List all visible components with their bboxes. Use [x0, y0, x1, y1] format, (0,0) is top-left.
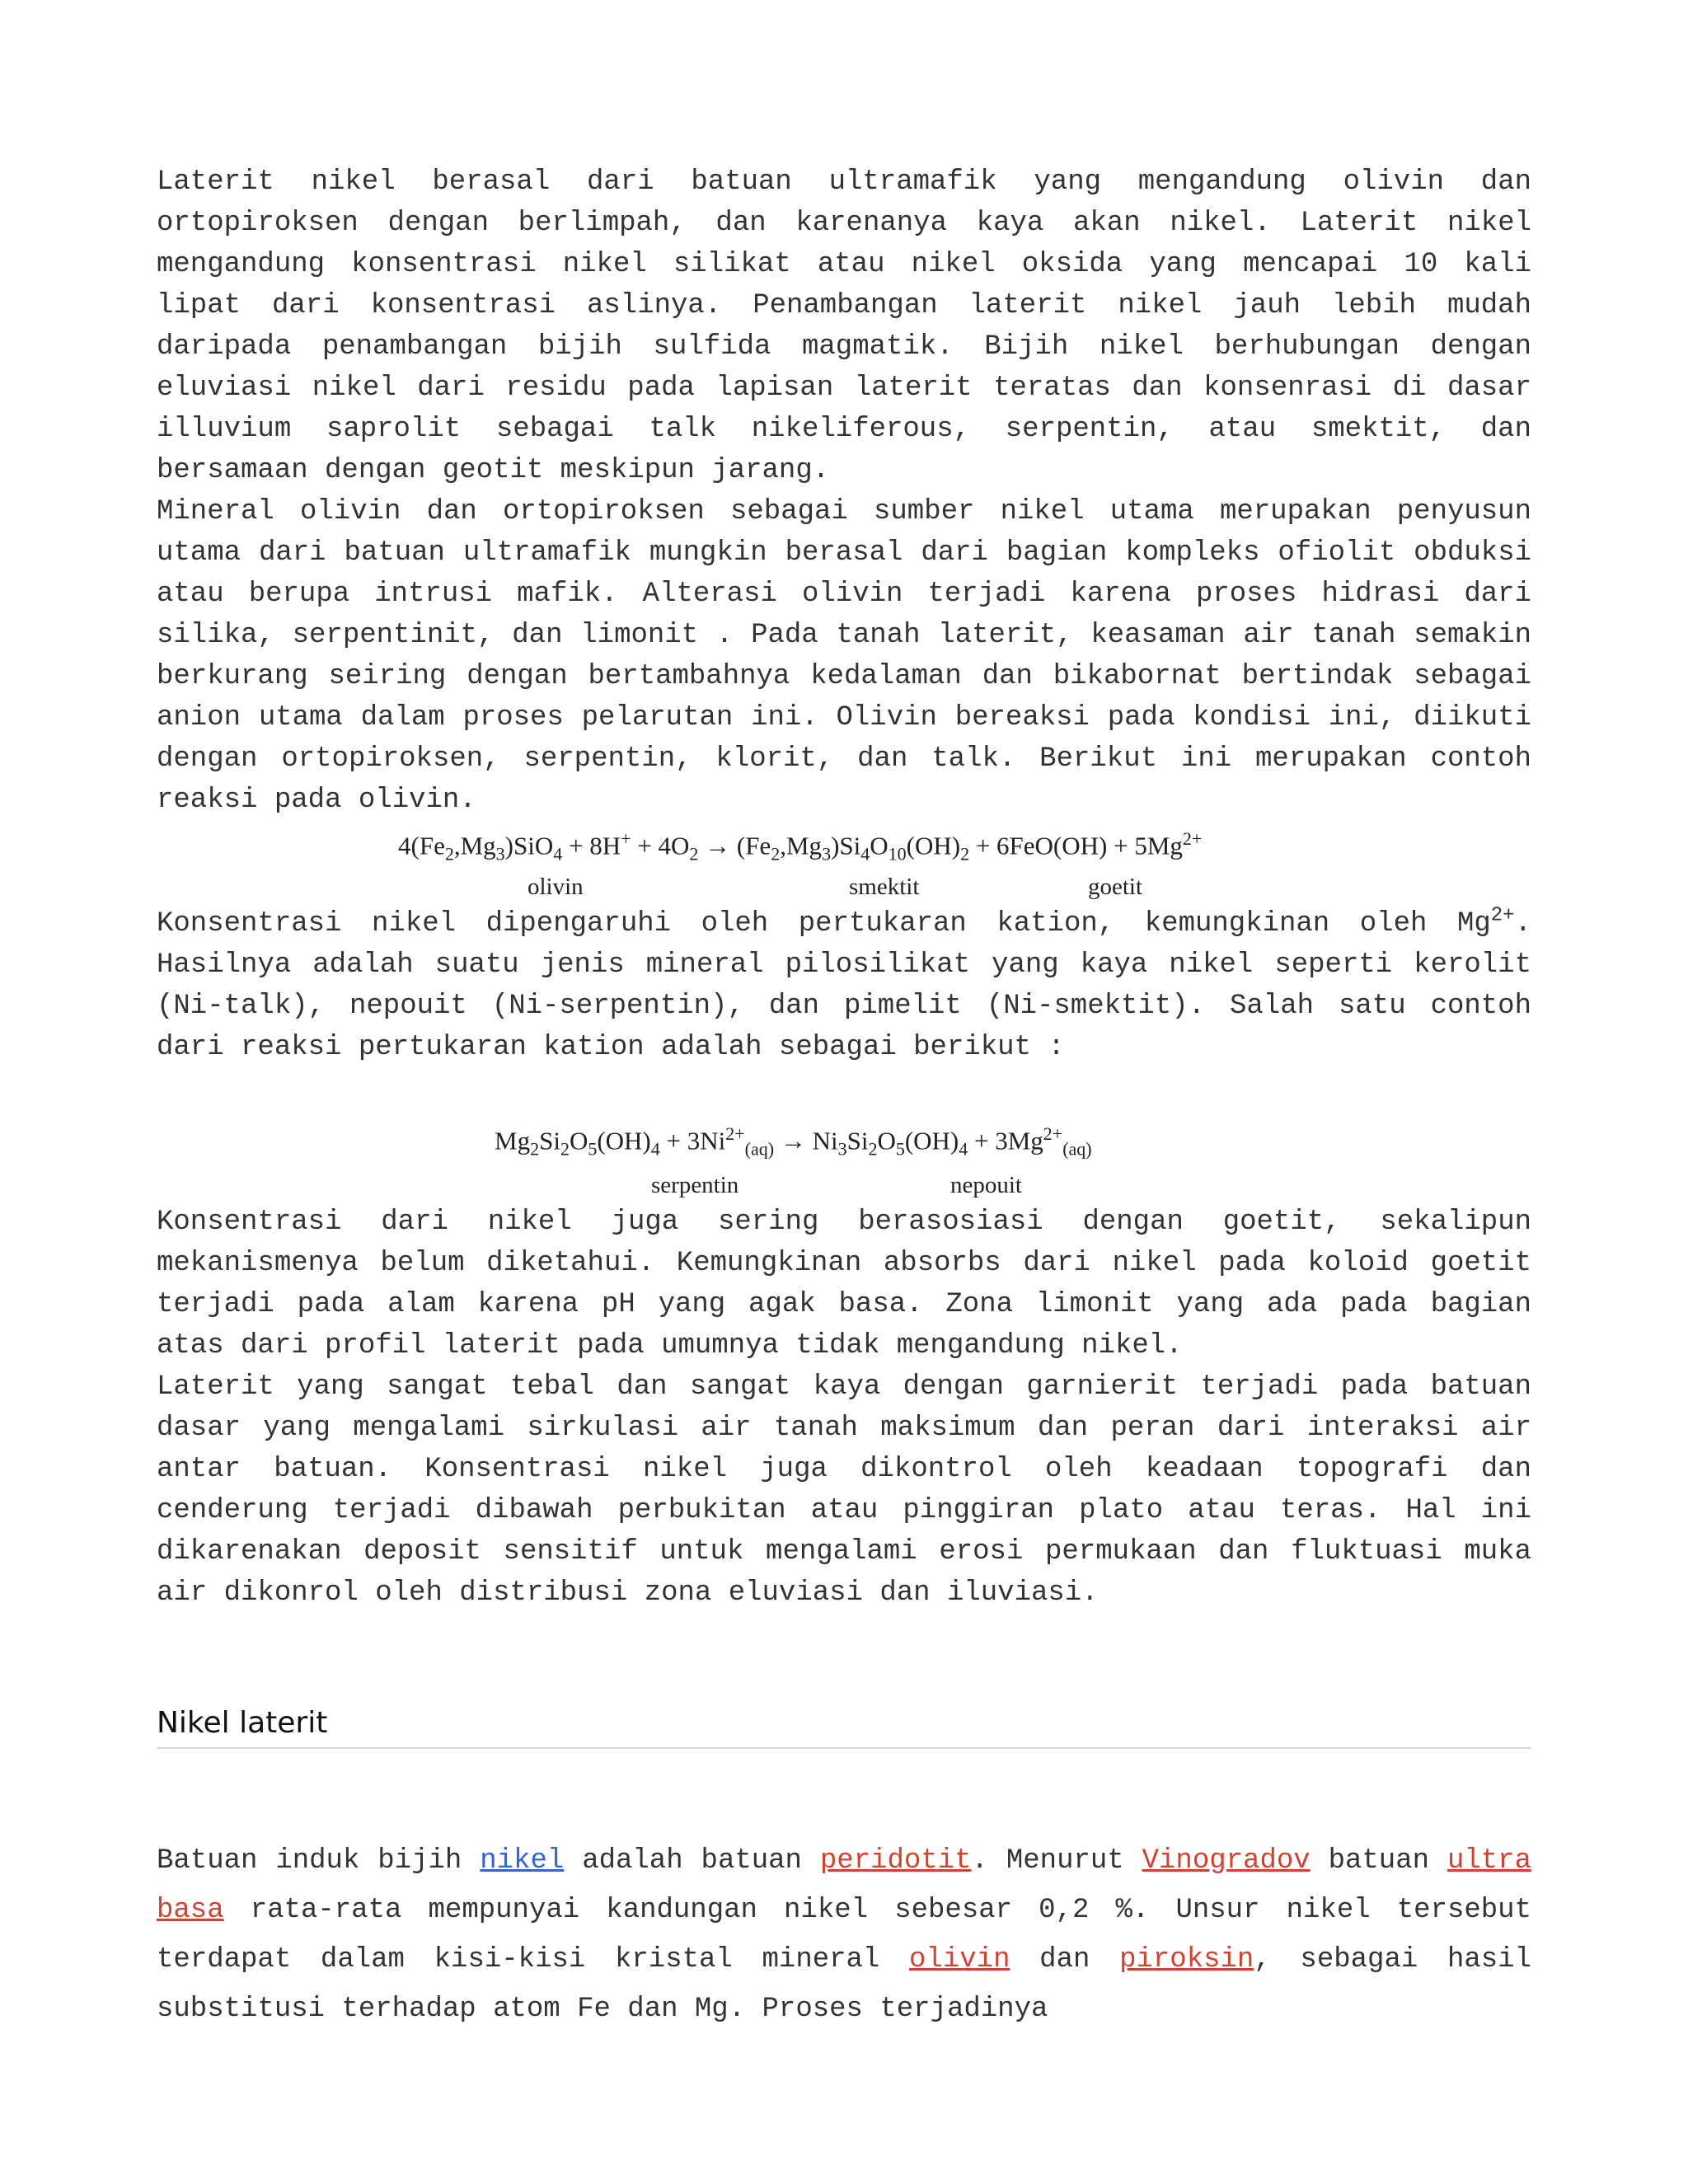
eq1-part: + 6FeO(OH) + 5Mg	[969, 831, 1183, 860]
eq2-sub: 3	[837, 1138, 847, 1160]
eq1-part: + 4O	[631, 831, 690, 860]
eq1-sub: 2	[444, 843, 454, 865]
eq1-sup: +	[621, 828, 631, 849]
section-text-7: , sebagai hasil substitusi terhadap atom Fe dan Mg. Proses terjadinya	[157, 1944, 1531, 2025]
label-olivin: olivin	[528, 874, 584, 900]
link-vinogradov[interactable]: Vinogradov	[1142, 1845, 1311, 1877]
label-goetit: goetit	[1088, 874, 1143, 900]
eq2-part: (OH)	[904, 1126, 959, 1155]
eq1-sub: 4	[553, 843, 563, 865]
eq2-part: (OH)	[597, 1126, 651, 1155]
section-paragraph	[157, 1836, 1531, 2034]
eq1-part: )Si	[831, 831, 861, 860]
eq1-sub: 2	[960, 843, 970, 865]
eq1-part: → (Fe	[698, 831, 771, 860]
eq2-part: + 3Ni	[659, 1126, 726, 1155]
section-text-4: batuan	[1310, 1845, 1447, 1877]
eq2-sub: 4	[959, 1138, 968, 1160]
eq1-part: O	[870, 831, 889, 860]
link-nikel[interactable]: nikel	[480, 1845, 565, 1877]
eq2-sub: 5	[588, 1138, 598, 1160]
eq1-sub: 3	[495, 843, 505, 865]
label-smektit: smektit	[849, 874, 920, 900]
heading-divider	[157, 1747, 1531, 1749]
cation-exchange-text-block	[157, 903, 1531, 1068]
eq1-part: + 8H	[562, 831, 621, 860]
link-piroksin[interactable]: piroksin	[1119, 1944, 1254, 1975]
paragraph-2: Mineral olivin dan ortopiroksen sebagai sumber nikel utama merupakan penyusun utama dari batuan ultramafik mungkin berasal dari bagian kompleks ofiolit obduksi atau berupa intrusi mafik. Alterasi olivin terjadi karena proses hidrasi dari silika, serpentinit, dan limonit . Pada tanah laterit, keasaman air tanah semakin berkurang seiring dengan bertambahnya kedalaman dan bikabornat bertindak sebagai anion utama dalam proses pelarutan ini. Olivin bereaksi pada kondisi ini, diikuti dengan ortopiroksen, serpentin, klorit, dan talk. Berikut ini merupakan contoh reaksi pada olivin.	[157, 496, 1531, 816]
section-text-6: dan	[1010, 1944, 1120, 1975]
eq2-sub: (aq)	[744, 1138, 775, 1160]
label-nepouit: nepouit	[950, 1172, 1022, 1198]
eq1-sub: 4	[860, 843, 870, 865]
eq2-sub: (aq)	[1062, 1138, 1092, 1160]
eq2-sub: 2	[560, 1138, 570, 1160]
eq2-part: O	[877, 1126, 896, 1155]
eq2-part: Si	[846, 1126, 869, 1155]
paragraph-1: Laterit nikel berasal dari batuan ultramafik yang mengandung olivin dan ortopiroksen dengan berlimpah, dan karenanya kaya akan nikel. Laterit nikel mengandung konsentrasi nikel silikat atau nikel oksida yang mencapai 10 kali lipat dari konsentrasi aslinya. Penambangan laterit nikel jauh lebih mudah daripada penambangan bijih sulfida magmatik. Bijih nikel berhubungan dengan eluviasi nikel dari residu pada lapisan laterit teratas dan konsenrasi di dasar illuvium saprolit sebagai talk nikeliferous, serpentin, atau smektit, dan bersamaan dengan geotit meskipun jarang.	[157, 166, 1531, 486]
section-text-3: . Menurut	[971, 1845, 1142, 1877]
eq1-sub: 2	[771, 843, 781, 865]
link-olivin[interactable]: olivin	[909, 1944, 1010, 1975]
eq2-part: Si	[539, 1126, 560, 1155]
label-serpentin: serpentin	[651, 1172, 739, 1198]
eq2-part: O	[569, 1126, 588, 1155]
section-heading: Nikel laterit	[157, 1706, 328, 1740]
section-text-5: rata-rata mempunyai kandungan nikel sebesar 0,2 %. Unsur nikel tersebut terdapat dalam kisi-kisi kristal mineral	[157, 1895, 1531, 1975]
eq1-part: ,Mg	[780, 831, 823, 860]
eq1-part: ,Mg	[453, 831, 496, 860]
eq2-part: → Ni	[774, 1126, 838, 1155]
paragraph-3-start: Konsentrasi nikel dipengaruhi oleh pertukaran kation, kemungkinan oleh Mg	[157, 908, 1491, 940]
paragraph-4: Konsentrasi dari nikel juga sering berasosiasi dengan goetit, sekalipun mekanismenya belum diketahui. Kemungkinan absorbs dari nikel pada koloid goetit terjadi pada alam karena pH yang agak basa. Zona limonit yang ada pada bagian atas dari profil laterit pada umumnya tidak mengandung nikel.	[157, 1207, 1531, 1361]
link-ultra-basa[interactable]: ultra basa	[157, 1845, 1531, 1926]
eq2-sup: 2+	[725, 1123, 745, 1144]
eq2-part: + 3Mg	[968, 1126, 1043, 1155]
eq1-part: )SiO	[504, 831, 554, 860]
eq2-sub: 4	[650, 1138, 660, 1160]
eq1-sub: 2	[689, 843, 699, 865]
eq1-part: 4(Fe	[398, 831, 445, 860]
eq2-sub: 2	[868, 1138, 878, 1160]
eq2-sub: 5	[895, 1138, 905, 1160]
section-text-2: adalah batuan	[564, 1845, 820, 1877]
paragraph-3	[157, 903, 1531, 1068]
olivin-reaction-equation	[398, 823, 1202, 871]
goetit-text-block	[157, 1202, 1531, 1614]
section-text-1: Batuan induk bijih	[157, 1845, 481, 1877]
link-peridotit[interactable]: peridotit	[819, 1845, 972, 1877]
eq2-sup: 2+	[1043, 1123, 1063, 1144]
eq2-sub: 2	[530, 1138, 540, 1160]
paragraph-5: Laterit yang sangat tebal dan sangat kaya dengan garnierit terjadi pada batuan dasar yang mengalami sirkulasi air tanah maksimum dan peran dari interaksi air antar batuan. Konsentrasi nikel juga dikontrol oleh keadaan topografi dan cenderung terjadi dibawah perbukitan atau pinggiran plato atau teras. Hal ini dikarenakan deposit sensitif untuk mengalami erosi permukaan dan fluktuasi muka air dikonrol oleh distribusi zona eluviasi dan iluviasi.	[157, 1371, 1531, 1609]
paragraph-3-end: . Hasilnya adalah suatu jenis mineral pilosilikat yang kaya nikel seperti kerolit (Ni-talk), nepouit (Ni-serpentin), dan pimelit (Ni-smektit). Salah satu contoh dari reaksi pertukaran kation adalah sebagai berikut :	[157, 908, 1531, 1063]
cation-exchange-equation	[495, 1118, 1092, 1166]
intro-text-block	[157, 162, 1531, 821]
eq1-sub: 10	[888, 843, 907, 865]
eq1-part: (OH)	[906, 831, 961, 860]
eq1-sub: 3	[822, 843, 832, 865]
eq2-part: Mg	[495, 1126, 531, 1155]
eq1-sup: 2+	[1182, 828, 1203, 849]
paragraph-3-superscript: 2+	[1490, 904, 1515, 927]
